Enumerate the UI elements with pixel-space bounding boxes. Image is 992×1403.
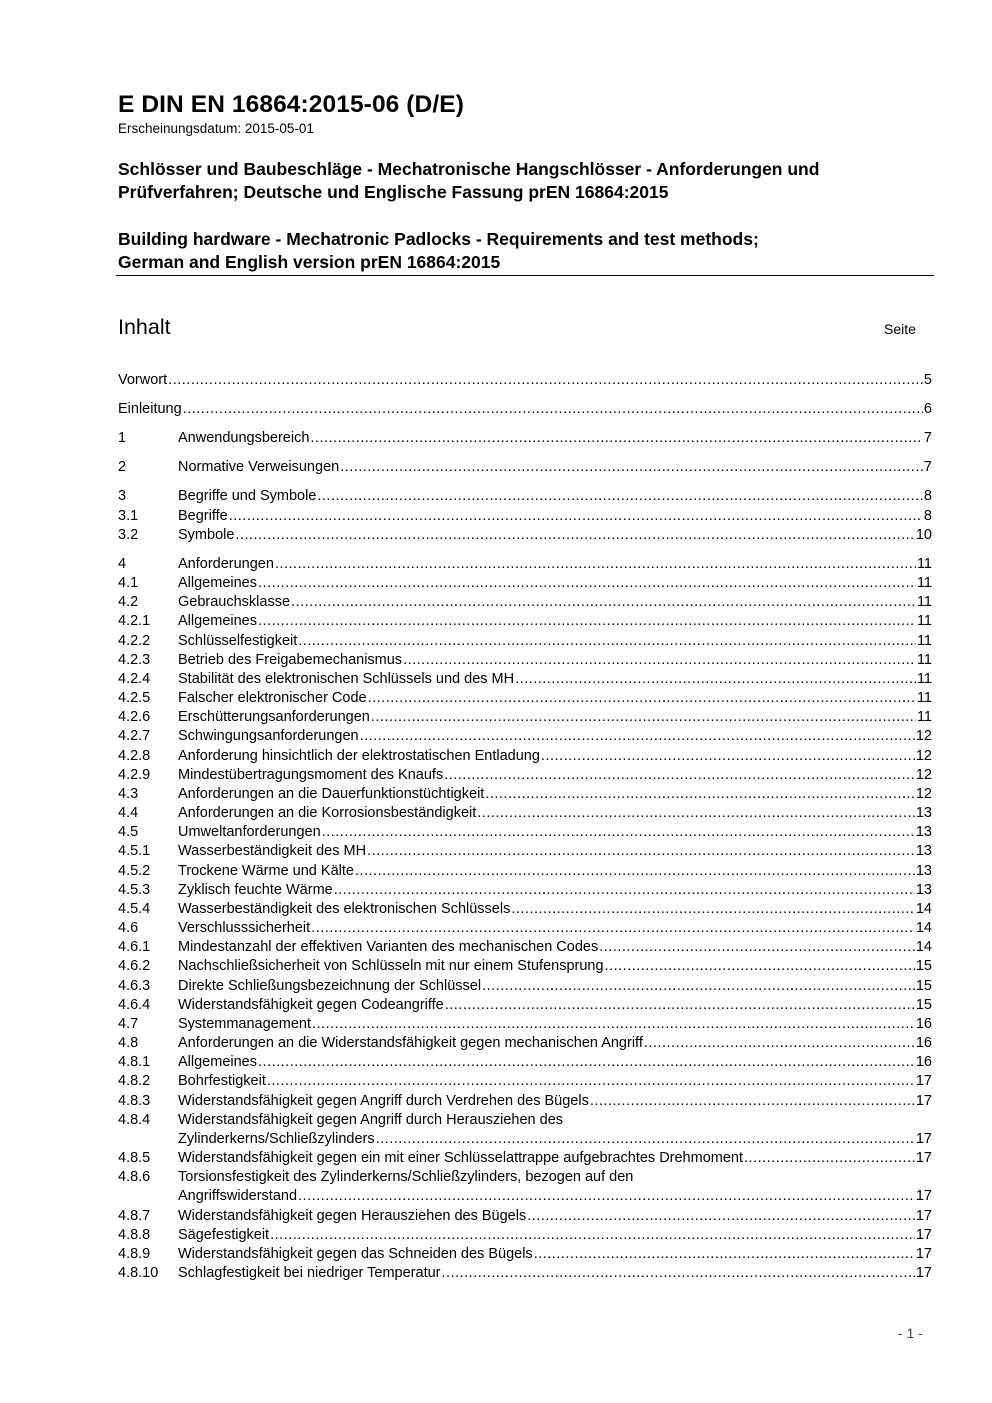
publication-date: Erscheinungsdatum: 2015-05-01 bbox=[118, 121, 314, 136]
toc-entry-title: Widerstandsfähigkeit gegen Herausziehen des Bügels bbox=[178, 1208, 527, 1224]
toc-entry[interactable] bbox=[118, 689, 932, 708]
toc-entry-page: 7 bbox=[923, 430, 932, 446]
toc-dot-leader bbox=[270, 1226, 915, 1245]
toc-dot-leader bbox=[445, 996, 915, 1015]
toc-dot-leader bbox=[298, 1187, 915, 1206]
toc-entry-title: Falscher elektronischer Code bbox=[178, 690, 367, 706]
toc-entry-title: Verschlusssicherheit bbox=[178, 920, 311, 936]
toc-entry[interactable] bbox=[118, 632, 932, 651]
toc-entry[interactable] bbox=[118, 747, 932, 766]
toc-dot-leader bbox=[267, 1072, 915, 1091]
toc-entry-title-continued: Zylinderkerns/Schließzylinders bbox=[178, 1131, 375, 1147]
toc-entry-number: 2 bbox=[118, 459, 127, 475]
toc-entry[interactable] bbox=[118, 507, 932, 526]
toc-entry-title-continued: Angriffswiderstand bbox=[178, 1188, 298, 1204]
english-title-line-2: German and English version prEN 16864:2015 bbox=[118, 252, 501, 272]
toc-entry-number: 4.6.4 bbox=[118, 997, 151, 1013]
toc-entry-title: Anforderung hinsichtlich der elektrostatischen Entladung bbox=[178, 748, 540, 764]
toc-entry-number: 4.2.7 bbox=[118, 728, 151, 744]
toc-entry-page: 8 bbox=[923, 488, 932, 504]
toc-dot-leader bbox=[534, 1245, 915, 1264]
document-id: E DIN EN 16864:2015-06 (D/E) bbox=[118, 91, 464, 118]
toc-dot-leader bbox=[317, 487, 923, 506]
toc-entry-number: 4.8.3 bbox=[118, 1093, 151, 1109]
toc-entry[interactable] bbox=[118, 1187, 932, 1206]
toc-dot-leader bbox=[444, 766, 915, 785]
toc-dot-leader bbox=[590, 1092, 915, 1111]
toc-entry-page: 6 bbox=[923, 401, 932, 417]
toc-dot-leader bbox=[355, 862, 915, 881]
toc-entry-page: 15 bbox=[915, 997, 932, 1013]
toc-entry-title: Torsionsfestigkeit des Zylinderkerns/Schließzylinders, bezogen auf den bbox=[178, 1169, 634, 1185]
toc-entry-number: 4.4 bbox=[118, 805, 139, 821]
toc-dot-leader bbox=[258, 1053, 915, 1072]
toc-entry-page: 16 bbox=[915, 1054, 932, 1070]
toc-dot-leader bbox=[605, 957, 915, 976]
toc-entry-title: Widerstandsfähigkeit gegen ein mit einer Schlüsselattrappe aufgebrachtes Drehmoment bbox=[178, 1150, 744, 1166]
toc-entry-title: Mindestanzahl der effektiven Varianten des mechanischen Codes bbox=[178, 939, 599, 955]
toc-entry-page: 17 bbox=[915, 1093, 932, 1109]
toc-entry-number: 4.6 bbox=[118, 920, 139, 936]
toc-entry-page: 11 bbox=[916, 690, 932, 706]
toc-entry-title: Normative Verweisungen bbox=[178, 459, 340, 475]
toc-dot-leader bbox=[644, 1034, 915, 1053]
toc-entry-title: Schlagfestigkeit bei niedriger Temperatur bbox=[178, 1265, 441, 1281]
toc-entry-number: 4.5.3 bbox=[118, 882, 151, 898]
toc-entry[interactable] bbox=[118, 804, 932, 823]
toc-entry-title: Erschütterungsanforderungen bbox=[178, 709, 370, 725]
toc-entry[interactable] bbox=[118, 766, 932, 785]
toc-entry-page: 17 bbox=[915, 1188, 932, 1204]
toc-entry-number: 4.8.8 bbox=[118, 1227, 151, 1243]
toc-entry-title: Systemmanagement bbox=[178, 1016, 311, 1032]
toc-entry[interactable] bbox=[118, 1130, 932, 1149]
toc-entry-page: 12 bbox=[915, 786, 932, 802]
toc-entry-page: 8 bbox=[923, 508, 932, 524]
toc-entry-page: 14 bbox=[915, 920, 932, 936]
toc-dot-leader bbox=[322, 823, 915, 842]
toc-dot-leader bbox=[511, 900, 915, 919]
toc-entry-page: 15 bbox=[915, 978, 932, 994]
toc-entry-page: 12 bbox=[915, 748, 932, 764]
toc-entry-title: Stabilität des elektronischen Schlüssels und des MH bbox=[178, 671, 515, 687]
toc-entry-page: 7 bbox=[923, 459, 932, 475]
toc-entry-title: Wasserbeständigkeit des MH bbox=[178, 843, 367, 859]
toc-entry-title: Symbole bbox=[178, 527, 235, 543]
toc-entry-title: Sägefestigkeit bbox=[178, 1227, 270, 1243]
toc-entry[interactable] bbox=[118, 862, 932, 881]
toc-entry-number: 4.2.2 bbox=[118, 633, 151, 649]
toc-entry[interactable] bbox=[118, 785, 932, 804]
toc-dot-leader bbox=[482, 977, 915, 996]
toc-entry-page: 5 bbox=[923, 372, 932, 388]
toc-entry[interactable] bbox=[118, 842, 932, 861]
toc-entry-title: Gebrauchsklasse bbox=[178, 594, 291, 610]
table-of-contents bbox=[118, 0, 934, 1403]
toc-heading: Inhalt bbox=[118, 315, 171, 339]
toc-dot-leader bbox=[442, 1264, 915, 1283]
toc-dot-leader bbox=[183, 400, 923, 419]
toc-entry-title: Widerstandsfähigkeit gegen Codeangriffe bbox=[178, 997, 444, 1013]
toc-entry[interactable] bbox=[118, 708, 932, 727]
toc-entry-title: Anforderungen an die Widerstandsfähigkeit gegen mechanischen Angriff bbox=[178, 1035, 643, 1051]
toc-entry-title: Umweltanforderungen bbox=[178, 824, 321, 840]
toc-entry-title: Allgemeines bbox=[178, 613, 257, 629]
toc-entry-number: 4.5.2 bbox=[118, 863, 151, 879]
toc-entry-page: 11 bbox=[916, 613, 932, 629]
toc-entry[interactable] bbox=[118, 400, 932, 419]
toc-entry-page: 11 bbox=[916, 556, 932, 572]
toc-entry-number: 4.8.2 bbox=[118, 1073, 151, 1089]
toc-entry[interactable] bbox=[118, 1226, 932, 1245]
toc-entry[interactable] bbox=[118, 823, 932, 842]
toc-entry-page: 13 bbox=[915, 843, 932, 859]
english-title-line-1: Building hardware - Mechatronic Padlocks - Requirements and test methods; bbox=[118, 229, 759, 249]
toc-entry-number: 4.5 bbox=[118, 824, 139, 840]
toc-entry[interactable] bbox=[118, 1053, 932, 1072]
toc-dot-leader bbox=[515, 670, 916, 689]
toc-dot-leader bbox=[334, 881, 915, 900]
toc-entry[interactable] bbox=[118, 526, 932, 545]
toc-entry-number: 4.2.3 bbox=[118, 652, 151, 668]
toc-entry[interactable] bbox=[118, 938, 932, 957]
toc-entry-title: Begriffe und Symbole bbox=[178, 488, 317, 504]
toc-entry[interactable] bbox=[118, 1072, 932, 1091]
toc-dot-leader bbox=[541, 747, 915, 766]
toc-entry[interactable] bbox=[118, 727, 932, 746]
toc-entry-page: 10 bbox=[915, 527, 932, 543]
toc-entry-title: Zyklisch feuchte Wärme bbox=[178, 882, 333, 898]
toc-entry-page: 13 bbox=[915, 805, 932, 821]
toc-entry-page: 17 bbox=[915, 1265, 932, 1281]
toc-entry-number: 3.2 bbox=[118, 527, 139, 543]
toc-dot-leader bbox=[527, 1207, 915, 1226]
toc-entry[interactable] bbox=[118, 651, 932, 670]
toc-entry-number: 4.8.1 bbox=[118, 1054, 151, 1070]
toc-dot-leader bbox=[298, 632, 916, 651]
toc-entry[interactable] bbox=[118, 1034, 932, 1053]
toc-entry-number: 4.8.5 bbox=[118, 1150, 151, 1166]
toc-entry-page: 13 bbox=[915, 863, 932, 879]
toc-entry-page: 12 bbox=[915, 767, 932, 783]
toc-entry-number: 4.2.5 bbox=[118, 690, 151, 706]
toc-dot-leader bbox=[229, 507, 923, 526]
toc-entry-title: Betrieb des Freigabemechanismus bbox=[178, 652, 403, 668]
toc-entry-number: 4.8 bbox=[118, 1035, 139, 1051]
toc-dot-leader bbox=[485, 785, 915, 804]
toc-entry[interactable] bbox=[118, 612, 932, 631]
toc-entry-number: 4.6.3 bbox=[118, 978, 151, 994]
toc-dot-leader bbox=[340, 458, 923, 477]
toc-entry-title: Allgemeines bbox=[178, 575, 257, 591]
toc-entry-number: 4.6.2 bbox=[118, 958, 151, 974]
toc-entry-title: Mindestübertragungsmoment des Knaufs bbox=[178, 767, 444, 783]
toc-dot-leader bbox=[291, 593, 916, 612]
toc-entry-number: 4.2.8 bbox=[118, 748, 151, 764]
toc-entry-number: 4.5.1 bbox=[118, 843, 151, 859]
toc-entry-number: 4.1 bbox=[118, 575, 139, 591]
toc-entry[interactable] bbox=[118, 487, 932, 506]
toc-entry-number: 4 bbox=[118, 556, 127, 572]
toc-entry-page: 11 bbox=[916, 671, 932, 687]
toc-entry[interactable] bbox=[118, 1245, 932, 1264]
toc-entry-page: 14 bbox=[915, 939, 932, 955]
toc-entry-page: 11 bbox=[916, 594, 932, 610]
toc-entry-page: 17 bbox=[915, 1227, 932, 1243]
toc-dot-leader bbox=[371, 708, 916, 727]
toc-entry[interactable] bbox=[118, 996, 932, 1015]
toc-entry-page: 11 bbox=[916, 633, 932, 649]
toc-entry[interactable] bbox=[118, 1149, 932, 1168]
toc-dot-leader bbox=[360, 727, 915, 746]
toc-entry-number: 4.2.1 bbox=[118, 613, 151, 629]
german-title-line-2: Prüfverfahren; Deutsche und Englische Fassung prEN 16864:2015 bbox=[118, 182, 669, 202]
toc-entry-title: Vorwort bbox=[118, 372, 168, 388]
toc-entry-page: 11 bbox=[916, 709, 932, 725]
toc-entry-page: 16 bbox=[915, 1016, 932, 1032]
toc-entry-page: 12 bbox=[915, 728, 932, 744]
toc-entry[interactable] bbox=[118, 429, 932, 448]
toc-entry-number: 4.8.10 bbox=[118, 1265, 159, 1281]
toc-dot-leader bbox=[599, 938, 915, 957]
toc-entry-number: 4.2.4 bbox=[118, 671, 151, 687]
toc-dot-leader bbox=[310, 429, 923, 448]
toc-entry[interactable] bbox=[118, 900, 932, 919]
toc-entry-number: 4.5.4 bbox=[118, 901, 151, 917]
toc-dot-leader bbox=[376, 1130, 915, 1149]
toc-dot-leader bbox=[367, 842, 915, 861]
toc-entry-title: Begriffe bbox=[178, 508, 228, 524]
toc-entry-title: Anwendungsbereich bbox=[178, 430, 310, 446]
toc-entry-title: Trockene Wärme und Kälte bbox=[178, 863, 354, 879]
toc-entry-number: 4.2 bbox=[118, 594, 139, 610]
toc-dot-leader bbox=[312, 1015, 915, 1034]
toc-dot-leader bbox=[477, 804, 915, 823]
toc-entry-title: Widerstandsfähigkeit gegen das Schneiden des Bügels bbox=[178, 1246, 533, 1262]
toc-entry[interactable] bbox=[118, 1015, 932, 1034]
toc-entry-number: 4.2.9 bbox=[118, 767, 151, 783]
toc-entry-title: Direkte Schließungsbezeichnung der Schlüssel bbox=[178, 978, 482, 994]
toc-entry-page: 11 bbox=[916, 652, 932, 668]
toc-entry-number: 3.1 bbox=[118, 508, 139, 524]
toc-entry-number: 4.8.4 bbox=[118, 1112, 151, 1128]
toc-entry[interactable] bbox=[118, 1207, 932, 1226]
toc-entry-page: 13 bbox=[915, 882, 932, 898]
toc-dot-leader bbox=[168, 371, 923, 390]
toc-entry-page: 17 bbox=[915, 1131, 932, 1147]
toc-entry-page: 16 bbox=[915, 1035, 932, 1051]
toc-entry-page: 17 bbox=[915, 1073, 932, 1089]
toc-entry-title: Bohrfestigkeit bbox=[178, 1073, 266, 1089]
toc-entry[interactable] bbox=[118, 1264, 932, 1283]
toc-dot-leader bbox=[744, 1149, 915, 1168]
toc-entry-title: Wasserbeständigkeit des elektronischen Schlüssels bbox=[178, 901, 511, 917]
toc-entry-title: Allgemeines bbox=[178, 1054, 257, 1070]
toc-page-column-label: Seite bbox=[884, 321, 916, 337]
toc-entry-title: Schwingungsanforderungen bbox=[178, 728, 359, 744]
page-number: - 1 - bbox=[898, 1325, 923, 1341]
toc-entry[interactable] bbox=[118, 458, 932, 477]
toc-dot-leader bbox=[311, 919, 915, 938]
toc-entry-page: 11 bbox=[916, 575, 932, 591]
toc-entry[interactable] bbox=[118, 977, 932, 996]
toc-dot-leader bbox=[258, 612, 916, 631]
toc-entry-number: 1 bbox=[118, 430, 127, 446]
toc-entry-number: 4.8.7 bbox=[118, 1208, 151, 1224]
toc-entry[interactable] bbox=[118, 574, 932, 593]
toc-entry-title: Anforderungen an die Dauerfunktionstüchtigkeit bbox=[178, 786, 485, 802]
toc-entry-title: Anforderungen bbox=[178, 556, 274, 572]
toc-entry[interactable] bbox=[118, 919, 932, 938]
toc-entry-page: 17 bbox=[915, 1208, 932, 1224]
toc-entry-number: 4.8.9 bbox=[118, 1246, 151, 1262]
toc-entry-page: 15 bbox=[915, 958, 932, 974]
toc-dot-leader bbox=[403, 651, 916, 670]
toc-entry[interactable] bbox=[118, 371, 932, 390]
toc-entry-title: Anforderungen an die Korrosionsbeständigkeit bbox=[178, 805, 477, 821]
toc-entry-page: 13 bbox=[915, 824, 932, 840]
toc-dot-leader bbox=[275, 555, 916, 574]
toc-entry-title: Schlüsselfestigkeit bbox=[178, 633, 298, 649]
toc-dot-leader bbox=[235, 526, 914, 545]
toc-entry-number: 4.3 bbox=[118, 786, 139, 802]
toc-entry-title: Nachschließsicherheit von Schlüsseln mit nur einem Stufensprung bbox=[178, 958, 604, 974]
toc-dot-leader bbox=[368, 689, 916, 708]
toc-entry-title: Widerstandsfähigkeit gegen Angriff durch Verdrehen des Bügels bbox=[178, 1093, 589, 1109]
toc-entry[interactable] bbox=[118, 593, 932, 612]
toc-entry-page: 17 bbox=[915, 1150, 932, 1166]
toc-entry-page: 14 bbox=[915, 901, 932, 917]
toc-entry-number: 4.7 bbox=[118, 1016, 139, 1032]
toc-entry-title: Einleitung bbox=[118, 401, 182, 417]
german-title-line-1: Schlösser und Baubeschläge - Mechatronische Hangschlösser - Anforderungen und bbox=[118, 159, 820, 179]
toc-entry[interactable] bbox=[118, 881, 932, 900]
toc-entry-number: 4.8.6 bbox=[118, 1169, 151, 1185]
toc-dot-leader bbox=[258, 574, 916, 593]
toc-entry-number: 4.6.1 bbox=[118, 939, 151, 955]
toc-entry[interactable] bbox=[118, 1092, 932, 1111]
toc-entry-number: 4.2.6 bbox=[118, 709, 151, 725]
toc-entry-page: 17 bbox=[915, 1246, 932, 1262]
toc-entry-title: Widerstandsfähigkeit gegen Angriff durch Herausziehen des bbox=[178, 1112, 564, 1128]
toc-entry-number: 3 bbox=[118, 488, 127, 504]
toc-entry[interactable] bbox=[118, 957, 932, 976]
toc-entry[interactable] bbox=[118, 670, 932, 689]
toc-entry[interactable] bbox=[118, 555, 932, 574]
